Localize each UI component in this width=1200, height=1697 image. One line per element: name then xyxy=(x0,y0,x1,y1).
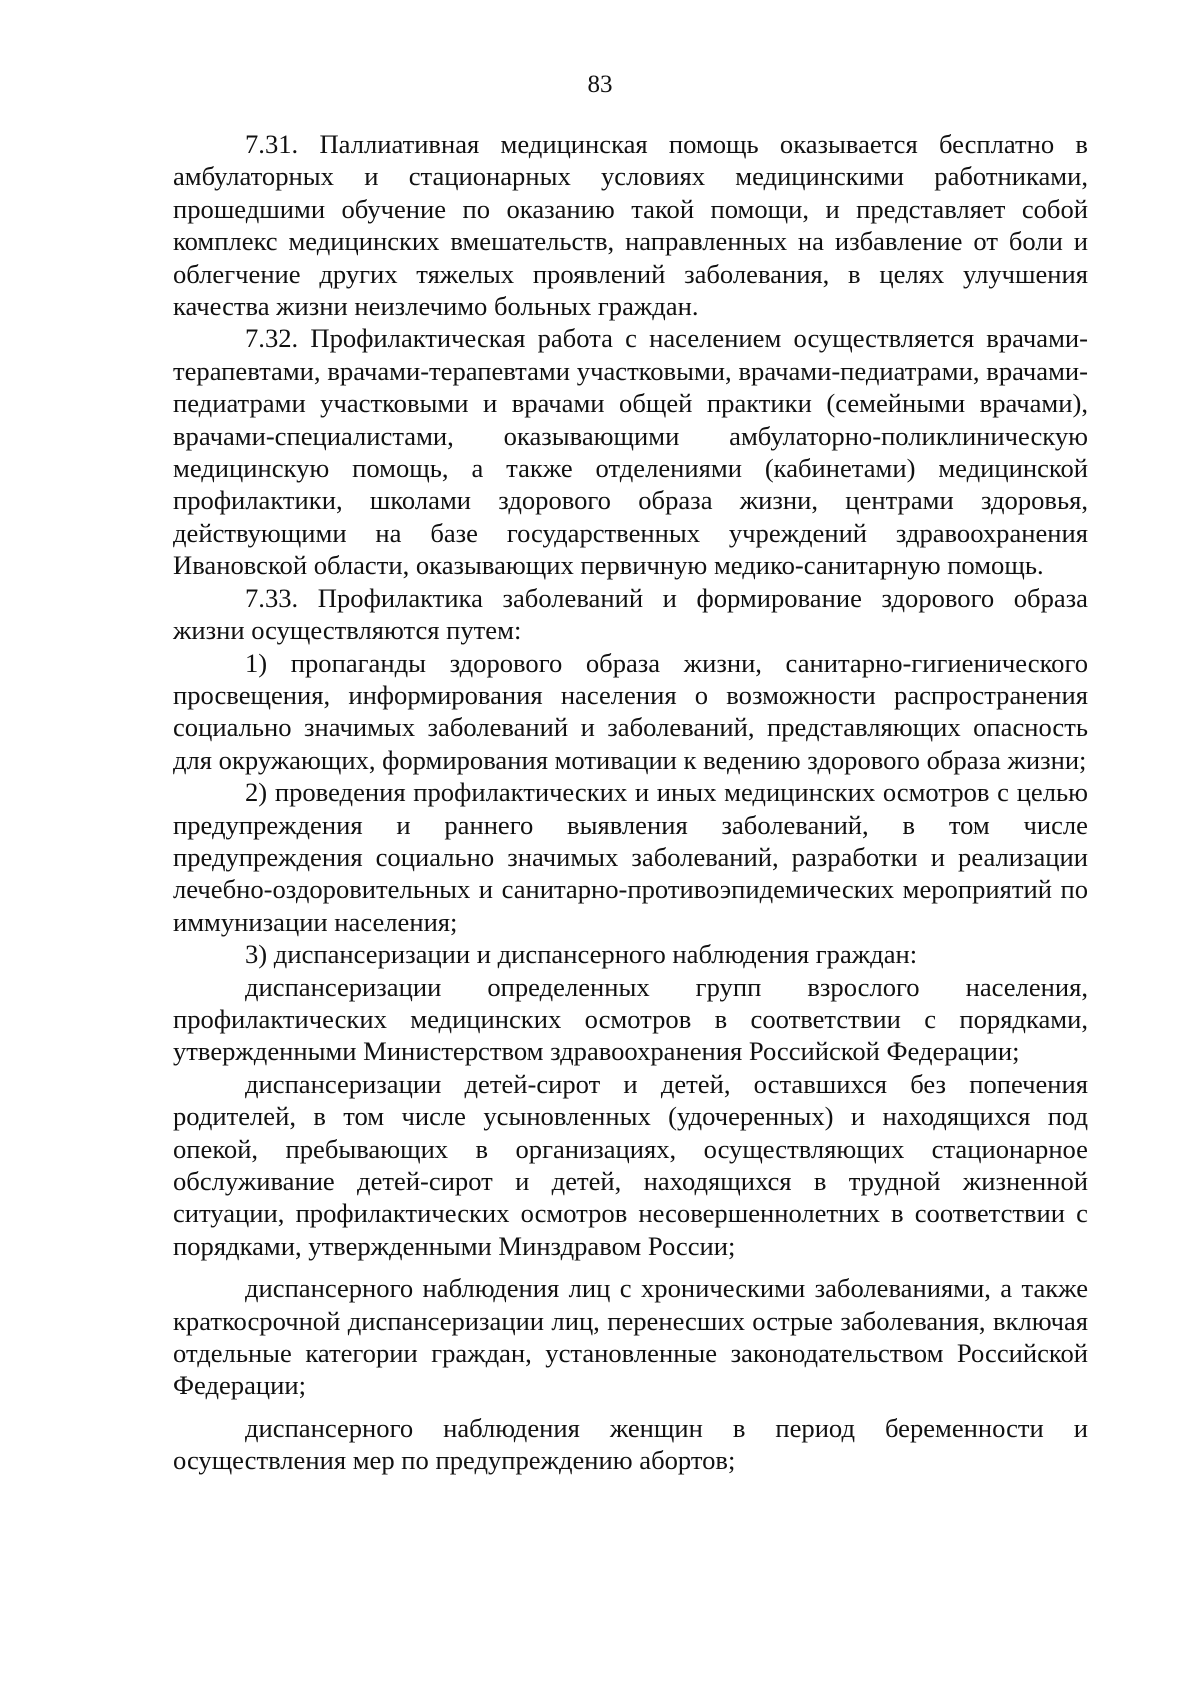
sub-item-orphans-dispensarization: диспансеризации детей-сирот и детей, оставшихся без попечения родителей, в том числе усыновленных (удочеренных) и находящихся под опекой, пребывающих в организациях, осуществляющих стационарное обслуживание детей-сирот и детей, находящихся в трудной жизненной ситуации, профилактических осмотров несовершеннолетних в соответствии с порядками, утвержденными Минздравом России; xyxy=(173,1068,1088,1261)
list-item-2: 2) проведения профилактических и иных медицинских осмотров с целью предупреждения и раннего выявления заболеваний, в том числе предупреждения социально значимых заболеваний, разработки и реализации лечебно-оздоровительных и санитарно-противоэпидемических мероприятий по иммунизации населения; xyxy=(173,777,1088,937)
document-body xyxy=(173,128,1088,1477)
page-number: 83 xyxy=(587,71,613,98)
paragraph-7-31: 7.31. Паллиативная медицинская помощь оказывается бесплатно в амбулаторных и стационарных условиях медицинскими работниками, прошедшими обучение по оказанию такой помощи, и представляет собой комплекс медицинских вмешательств, направленных на избавление от боли и облегчение других тяжелых проявлений заболевания, в целях улучшения качества жизни неизлечимо больных граждан. xyxy=(173,129,1088,322)
list-item-3: 3) диспансеризации и диспансерного наблюдения граждан: xyxy=(245,939,918,970)
list-item-1: 1) пропаганды здорового образа жизни, санитарно-гигиенического просвещения, информирования населения о возможности распространения социально значимых заболеваний и заболеваний, представляющих опасность для окружающих, формирования мотивации к ведению здорового образа жизни; xyxy=(173,647,1088,775)
paragraph-7-33: 7.33. Профилактика заболеваний и формирование здорового образа жизни осуществляются путем: xyxy=(173,582,1088,646)
sub-item-chronic-observation: диспансерного наблюдения лиц с хроническими заболеваниями, а также краткосрочной диспансеризации лиц, перенесших острые заболевания, включая отдельные категории граждан, установленные законодательством Российской Федерации; xyxy=(173,1273,1088,1401)
sub-item-pregnancy-observation: диспансерного наблюдения женщин в период беременности и осуществления мер по предупреждению абортов; xyxy=(173,1412,1088,1476)
paragraph-7-32: 7.32. Профилактическая работа с населением осуществляется врачами-терапевтами, врачами-терапевтами участковыми, врачами-педиатрами, врачами-педиатрами участковыми и врачами общей практики (семейными врачами), врачами-специалистами, оказывающими амбулаторно-поликлиническую медицинскую помощь, а также отделениями (кабинетами) медицинской профилактики, школами здорового образа жизни, центрами здоровья, действующими на базе государственных учреждений здравоохранения Ивановской области, оказывающих первичную медико-санитарную помощь. xyxy=(173,323,1088,581)
sub-item-adult-dispensarization: диспансеризации определенных групп взрослого населения, профилактических медицинских осмотров в соответствии с порядками, утвержденными Министерством здравоохранения Российской Федерации; xyxy=(173,971,1088,1067)
